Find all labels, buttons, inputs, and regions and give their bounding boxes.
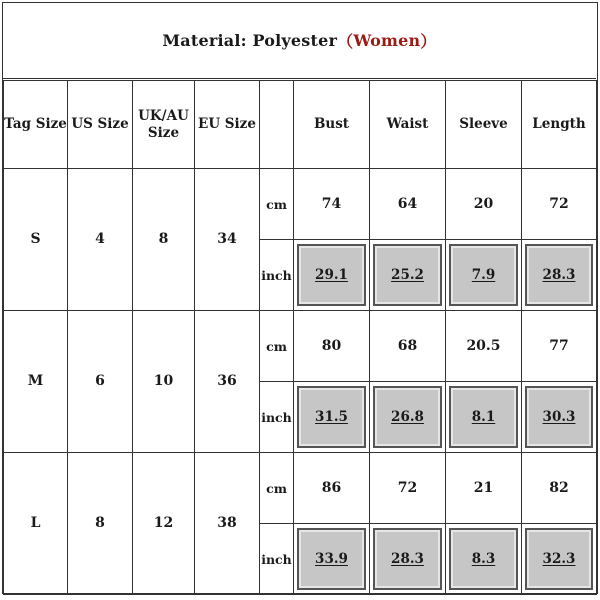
title-paren-open: （: [337, 32, 354, 51]
sleeve-inch-cell: 8.3: [449, 528, 518, 590]
us-size-cell: 6: [68, 311, 133, 453]
waist-cm-cell: 64: [370, 169, 446, 240]
sleeve-cm-cell: 20: [446, 169, 522, 240]
bust-cm-cell: 86: [294, 453, 370, 524]
length-inch-cell: 30.3: [525, 386, 593, 448]
length-cm-cell: 82: [522, 453, 597, 524]
header-ukau-size: UK/AU Size: [133, 81, 195, 169]
eu-size-cell: 36: [195, 311, 260, 453]
header-waist: Waist: [370, 81, 446, 169]
sleeve-cm-cell: 20.5: [446, 311, 522, 382]
waist-inch-cell: 25.2: [373, 244, 442, 306]
tag-size-cell: S: [4, 169, 68, 311]
ukau-size-cell: 12: [133, 453, 195, 595]
eu-size-cell: 34: [195, 169, 260, 311]
unit-inch-label: inch: [260, 524, 294, 595]
bust-inch-cell: 31.5: [297, 386, 366, 448]
header-sleeve: Sleeve: [446, 81, 522, 169]
us-size-cell: 8: [68, 453, 133, 595]
tag-size-cell: M: [4, 311, 68, 453]
unit-cm-label: cm: [260, 453, 294, 524]
unit-cm-label: cm: [260, 311, 294, 382]
waist-inch-cell: 26.8: [373, 386, 442, 448]
tag-size-cell: L: [4, 453, 68, 595]
length-inch-cell: 28.3: [525, 244, 593, 306]
waist-inch-cell: 28.3: [373, 528, 442, 590]
header-length: Length: [522, 81, 597, 169]
unit-cm-label: cm: [260, 169, 294, 240]
bust-cm-cell: 74: [294, 169, 370, 240]
bust-inch-cell: 29.1: [297, 244, 366, 306]
table-row-l-cm: [4, 453, 597, 524]
ukau-size-cell: 8: [133, 169, 195, 311]
sleeve-inch-cell: 8.1: [449, 386, 518, 448]
waist-cm-cell: 72: [370, 453, 446, 524]
header-eu-size: EU Size: [195, 81, 260, 169]
header-row: [4, 81, 597, 169]
table-row-m-cm: [4, 311, 597, 382]
title-paren-close: ）: [420, 32, 437, 51]
header-bust: Bust: [294, 81, 370, 169]
ukau-size-cell: 10: [133, 311, 195, 453]
header-unit: [260, 81, 294, 169]
size-table: [3, 80, 597, 595]
length-cm-cell: 72: [522, 169, 597, 240]
table-row-s-cm: [4, 169, 597, 240]
bust-cm-cell: 80: [294, 311, 370, 382]
unit-inch-label: inch: [260, 382, 294, 453]
sleeve-inch-cell: 7.9: [449, 244, 518, 306]
title-gender: Women: [353, 31, 421, 50]
length-inch-cell: 32.3: [525, 528, 593, 590]
title-material: Material: Polyester: [162, 31, 338, 50]
us-size-cell: 4: [68, 169, 133, 311]
length-cm-cell: 77: [522, 311, 597, 382]
waist-cm-cell: 68: [370, 311, 446, 382]
unit-inch-label: inch: [260, 240, 294, 311]
chart-title: [3, 3, 596, 79]
bust-inch-cell: 33.9: [297, 528, 366, 590]
header-tag-size: Tag Size: [4, 81, 68, 169]
eu-size-cell: 38: [195, 453, 260, 595]
sleeve-cm-cell: 21: [446, 453, 522, 524]
header-us-size: US Size: [68, 81, 133, 169]
size-chart: [2, 2, 598, 594]
